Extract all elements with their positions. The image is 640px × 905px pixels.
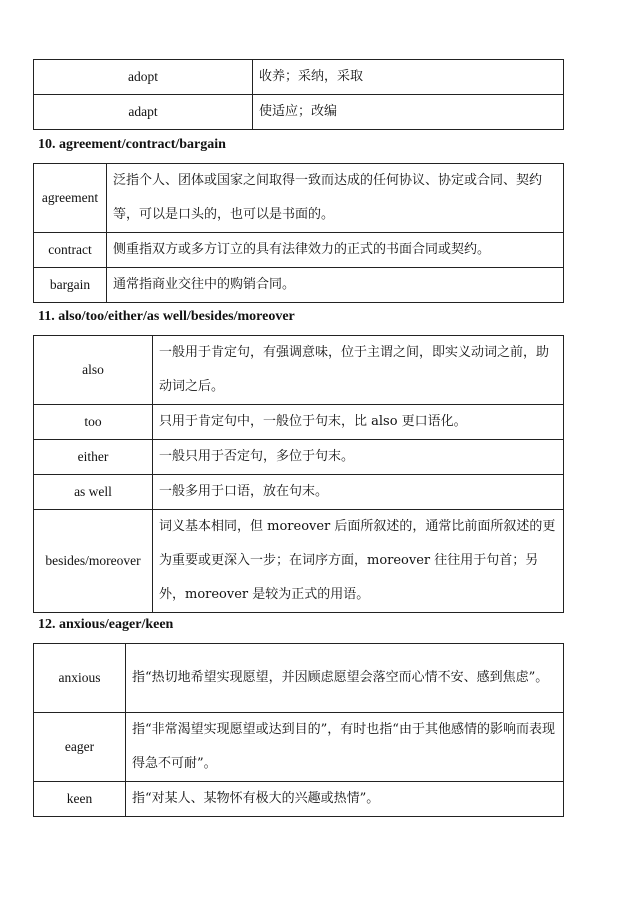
table-row: [34, 713, 564, 782]
word-cell: eager: [34, 713, 126, 782]
table-row: [34, 60, 564, 95]
table-row: [34, 782, 564, 817]
meaning-cell: 使适应；改编: [253, 95, 564, 130]
word-cell: agreement: [34, 164, 107, 233]
word-cell: adapt: [34, 95, 253, 130]
table-anxious-eager-keen: [33, 643, 564, 817]
table-also-too: [33, 335, 564, 613]
meaning-cell: 词义基本相同，但 moreover 后面所叙述的，通常比前面所叙述的更为重要或更深入一步；在词序方面，moreover 往往用于句首；另外，moreover 是较为正式的用语。: [153, 510, 564, 613]
word-cell: adopt: [34, 60, 253, 95]
meaning-cell: 指“非常渴望实现愿望或达到目的”，有时也指“由于其他感情的影响而表现得急不可耐”。: [126, 713, 564, 782]
table-row: [34, 336, 564, 405]
word-cell: keen: [34, 782, 126, 817]
word-cell: anxious: [34, 644, 126, 713]
meaning-cell: 只用于肯定句中，一般位于句末，比 also 更口语化。: [153, 405, 564, 440]
table-row: [34, 510, 564, 613]
section-heading: 10. agreement/contract/bargain: [38, 137, 226, 152]
meaning-cell: 一般只用于否定句，多位于句末。: [153, 440, 564, 475]
table-agreement: [33, 163, 564, 303]
meaning-cell: 收养；采纳，采取: [253, 60, 564, 95]
meaning-cell: 通常指商业交往中的购销合同。: [107, 268, 564, 303]
table-row: [34, 95, 564, 130]
word-cell: contract: [34, 233, 107, 268]
word-cell: besides/moreover: [34, 510, 153, 613]
table-row: [34, 233, 564, 268]
meaning-cell: 指“热切地希望实现愿望，并因顾虑愿望会落空而心情不安、感到焦虑”。: [126, 644, 564, 713]
table-adopt-adapt: [33, 59, 564, 130]
meaning-cell: 一般用于肯定句，有强调意味，位于主谓之间，即实义动词之前，助动词之后。: [153, 336, 564, 405]
table-row: [34, 405, 564, 440]
table-row: [34, 440, 564, 475]
table-row: [34, 644, 564, 713]
meaning-cell: 侧重指双方或多方订立的具有法律效力的正式的书面合同或契约。: [107, 233, 564, 268]
word-cell: either: [34, 440, 153, 475]
word-cell: also: [34, 336, 153, 405]
table-row: [34, 475, 564, 510]
meaning-cell: 一般多用于口语，放在句末。: [153, 475, 564, 510]
table-row: [34, 164, 564, 233]
word-cell: too: [34, 405, 153, 440]
table-row: [34, 268, 564, 303]
meaning-cell: 泛指个人、团体或国家之间取得一致而达成的任何协议、协定或合同、契约等，可以是口头的，也可以是书面的。: [107, 164, 564, 233]
meaning-cell: 指“对某人、某物怀有极大的兴趣或热情”。: [126, 782, 564, 817]
word-cell: bargain: [34, 268, 107, 303]
section-heading: 12. anxious/eager/keen: [38, 617, 174, 632]
word-cell: as well: [34, 475, 153, 510]
section-heading: 11. also/too/either/as well/besides/moreover: [38, 309, 295, 324]
